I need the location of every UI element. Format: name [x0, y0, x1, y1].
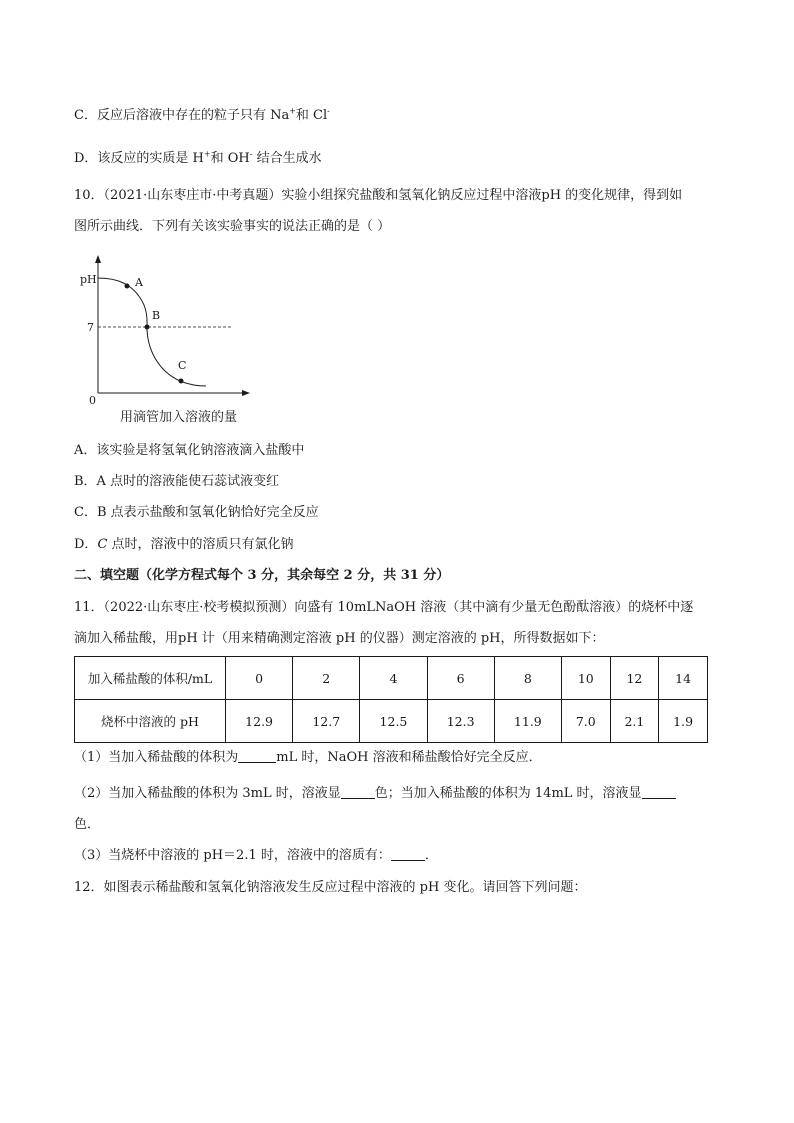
- point-b-dot: [145, 325, 150, 330]
- q10-line2: 图所示曲线．下列有关该实验事实的说法正确的是（ ）: [74, 219, 391, 234]
- table-cell: 6: [427, 657, 494, 700]
- table-row: [75, 700, 708, 743]
- table-cell: 10: [561, 657, 610, 700]
- q11-sub1-text-end: mL 时，NaOH 溶液和稀盐酸恰好完全反应．: [276, 750, 542, 765]
- table-cell: 12: [610, 657, 659, 700]
- q11-sub3-text: （3）当烧杯中溶液的 pH＝2.1 时，溶液中的溶质有：: [74, 848, 391, 863]
- q11-line1: 11．（2022·山东枣庄·校考模拟预测）向盛有 10mLNaOH 溶液（其中滴有少量无色酚酞溶液）的烧杯中逐: [74, 600, 694, 615]
- table-cell: 7.0: [561, 700, 610, 743]
- q11-sub2-end: 色．: [74, 817, 101, 832]
- x-axis-arrow: [242, 390, 250, 396]
- q11-sub1: [74, 748, 542, 768]
- answer-blank[interactable]: [642, 784, 676, 799]
- q11-sub1-text: （1）当加入稀盐酸的体积为: [74, 750, 239, 765]
- section-heading: 二、填空题（化学方程式每个 3 分，其余每空 2 分，共 31 分）: [74, 568, 450, 583]
- option-c-prev: [74, 106, 330, 126]
- table-cell: 12.9: [226, 700, 293, 743]
- q11-sub2: [74, 784, 676, 804]
- q10-option-a: A．该实验是将氢氧化钠溶液滴入盐酸中: [74, 443, 305, 458]
- x-axis-label: 用滴管加入溶液的量: [120, 410, 238, 425]
- table-cell: 4: [360, 657, 427, 700]
- h-charge: +: [203, 149, 211, 159]
- option-d-prev-suffix: 结合生成水: [252, 151, 322, 166]
- table-cell: 8: [494, 657, 561, 700]
- point-c-dot: [179, 379, 184, 384]
- point-a-dot: [125, 284, 130, 289]
- option-d-prev: [74, 149, 322, 169]
- q10-line1: 10．（2021·山东枣庄市·中考真题）实验小组探究盐酸和氢氧化钠反应过程中溶液pH 的变化规律，得到如: [74, 188, 683, 203]
- q10-option-d-prefix: D．: [74, 537, 98, 552]
- q10-option-d: [74, 535, 294, 555]
- table-cell: 12.7: [293, 700, 360, 743]
- q11-line2: 滴加入稀盐酸，用pH 计（用来精确测定溶液 pH 的仪器）测定溶液的 pH，所得数据如下：: [74, 631, 605, 646]
- q12-line1: 12．如图表示稀盐酸和氢氧化钠溶液发生反应过程中溶液的 pH 变化。请回答下列问题：: [74, 880, 587, 895]
- ph-curve: [98, 278, 206, 386]
- option-c-prev-text: C．反应后溶液中存在的粒子只有 Na: [74, 108, 290, 123]
- answer-blank[interactable]: [238, 748, 276, 763]
- table-cell: 2: [293, 657, 360, 700]
- table-cell: 2.1: [610, 700, 659, 743]
- table-cell: 12.5: [360, 700, 427, 743]
- origin-label: 0: [89, 394, 96, 407]
- y-tick-7: 7: [87, 321, 94, 334]
- q11-sub3-end: ．: [424, 848, 438, 863]
- y-axis-arrow: [95, 255, 101, 263]
- table-cell: 0: [226, 657, 293, 700]
- table-cell: 1.9: [659, 700, 708, 743]
- table-cell: 12.3: [427, 700, 494, 743]
- q11-sub2-text: （2）当加入稀盐酸的体积为 3mL 时，溶液显: [74, 786, 341, 801]
- q11-sub2-text-mid: 色；当加入稀盐酸的体积为 14mL 时，溶液显: [374, 786, 642, 801]
- q10-option-b: B．A 点时的溶液能使石蕊试液变红: [74, 474, 280, 489]
- q10-option-c: C．B 点表示盐酸和氢氧化钠恰好完全反应: [74, 505, 319, 520]
- answer-blank[interactable]: [391, 846, 425, 861]
- q10-option-d-rest: 点时，溶液中的溶质只有氯化钠: [107, 537, 294, 552]
- point-c-label: C: [178, 359, 187, 372]
- option-c-prev-mid: 和 Cl: [295, 108, 328, 123]
- option-d-prev-text: D．该反应的实质是 H: [74, 151, 204, 166]
- ph-data-table: [74, 656, 708, 743]
- oh-charge: -: [249, 149, 253, 159]
- answer-blank[interactable]: [341, 784, 375, 799]
- ph-curve-figure: [76, 253, 276, 428]
- y-axis-label: pH: [80, 273, 97, 286]
- table-cell: 14: [659, 657, 708, 700]
- na-charge: +: [289, 106, 296, 116]
- cl-charge: -: [327, 106, 330, 116]
- table-row-header: 加入稀盐酸的体积/mL: [75, 657, 226, 700]
- option-d-prev-mid: 和 OH: [210, 151, 250, 166]
- q10-option-d-point: C: [97, 537, 108, 552]
- table-cell: 11.9: [494, 700, 561, 743]
- table-row: [75, 657, 708, 700]
- point-b-label: B: [152, 309, 161, 322]
- q11-sub3: [74, 846, 438, 866]
- table-row-header: 烧杯中溶液的 pH: [75, 700, 226, 743]
- point-a-label: A: [135, 276, 143, 289]
